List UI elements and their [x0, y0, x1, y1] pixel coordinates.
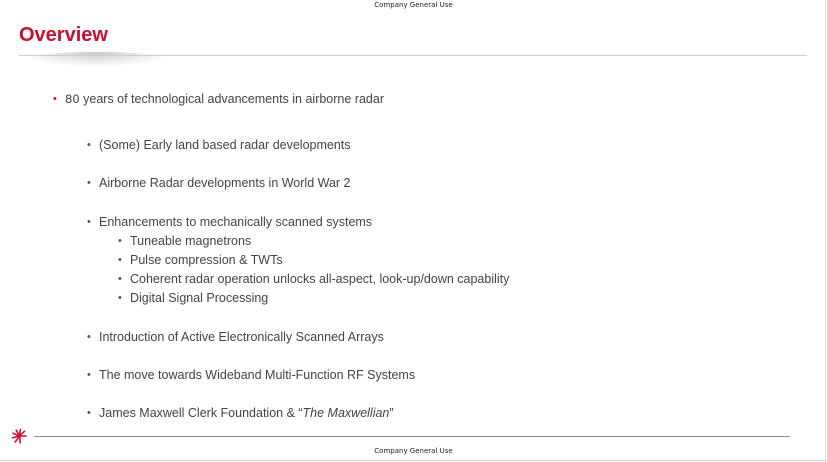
bullet-marker: • [87, 331, 91, 343]
sub-bullet-text: Pulse compression & TWTs [130, 253, 283, 267]
sub-bullet-text: Digital Signal Processing [130, 291, 269, 305]
bullet-item-text: Airborne Radar developments in World War 2 [99, 176, 351, 190]
bullet-main-number: 80 [65, 92, 80, 106]
bullet-item-text-prefix: James Maxwell Clerk Foundation & “ [99, 406, 303, 420]
sub-bullet-item [118, 290, 269, 306]
bullet-marker: • [118, 273, 122, 285]
slide-title: Overview [19, 24, 108, 46]
bullet-item-text: Introduction of Active Electronically Scanned Arrays [99, 330, 384, 344]
bullet-marker: • [53, 93, 57, 105]
bullet-item [87, 214, 373, 230]
bullet-item-text-suffix: ” [389, 406, 394, 420]
footer-divider [34, 436, 790, 437]
bullet-marker: • [118, 292, 122, 304]
bullet-main [53, 91, 384, 107]
bullet-marker: • [87, 139, 91, 151]
title-divider [19, 55, 807, 56]
slide-edge-right [825, 0, 826, 462]
bullet-item [87, 137, 351, 153]
bullet-marker: • [118, 235, 122, 247]
bullet-item [87, 175, 351, 191]
bullet-item-text: The move towards Wideband Multi-Function RF Systems [99, 368, 416, 382]
bullet-main-text: years of technological advancements in airborne radar [79, 92, 384, 106]
bullet-item [87, 405, 394, 421]
classification-label-top: Company General Use [374, 1, 453, 9]
bullet-item [87, 367, 416, 383]
classification-label-bottom: Company General Use [374, 447, 453, 455]
sub-bullet-item [118, 233, 252, 249]
slide-edge-bottom [0, 460, 827, 461]
bullet-marker: • [87, 216, 91, 228]
bullet-marker: • [87, 369, 91, 381]
starburst-logo-icon [11, 428, 27, 444]
bullet-item-text-italic: The Maxwellian [302, 406, 390, 420]
bullet-marker: • [87, 177, 91, 189]
sub-bullet-item [118, 271, 510, 287]
sub-bullet-item [118, 252, 283, 268]
bullet-marker: • [87, 407, 91, 419]
bullet-marker: • [118, 254, 122, 266]
bullet-item-text: (Some) Early land based radar developments [99, 138, 351, 152]
bullet-item [87, 329, 384, 345]
bullet-item-text: Enhancements to mechanically scanned systems [99, 215, 373, 229]
sub-bullet-text: Tuneable magnetrons [130, 234, 252, 248]
sub-bullet-text: Coherent radar operation unlocks all-aspect, look-up/down capability [130, 272, 510, 286]
